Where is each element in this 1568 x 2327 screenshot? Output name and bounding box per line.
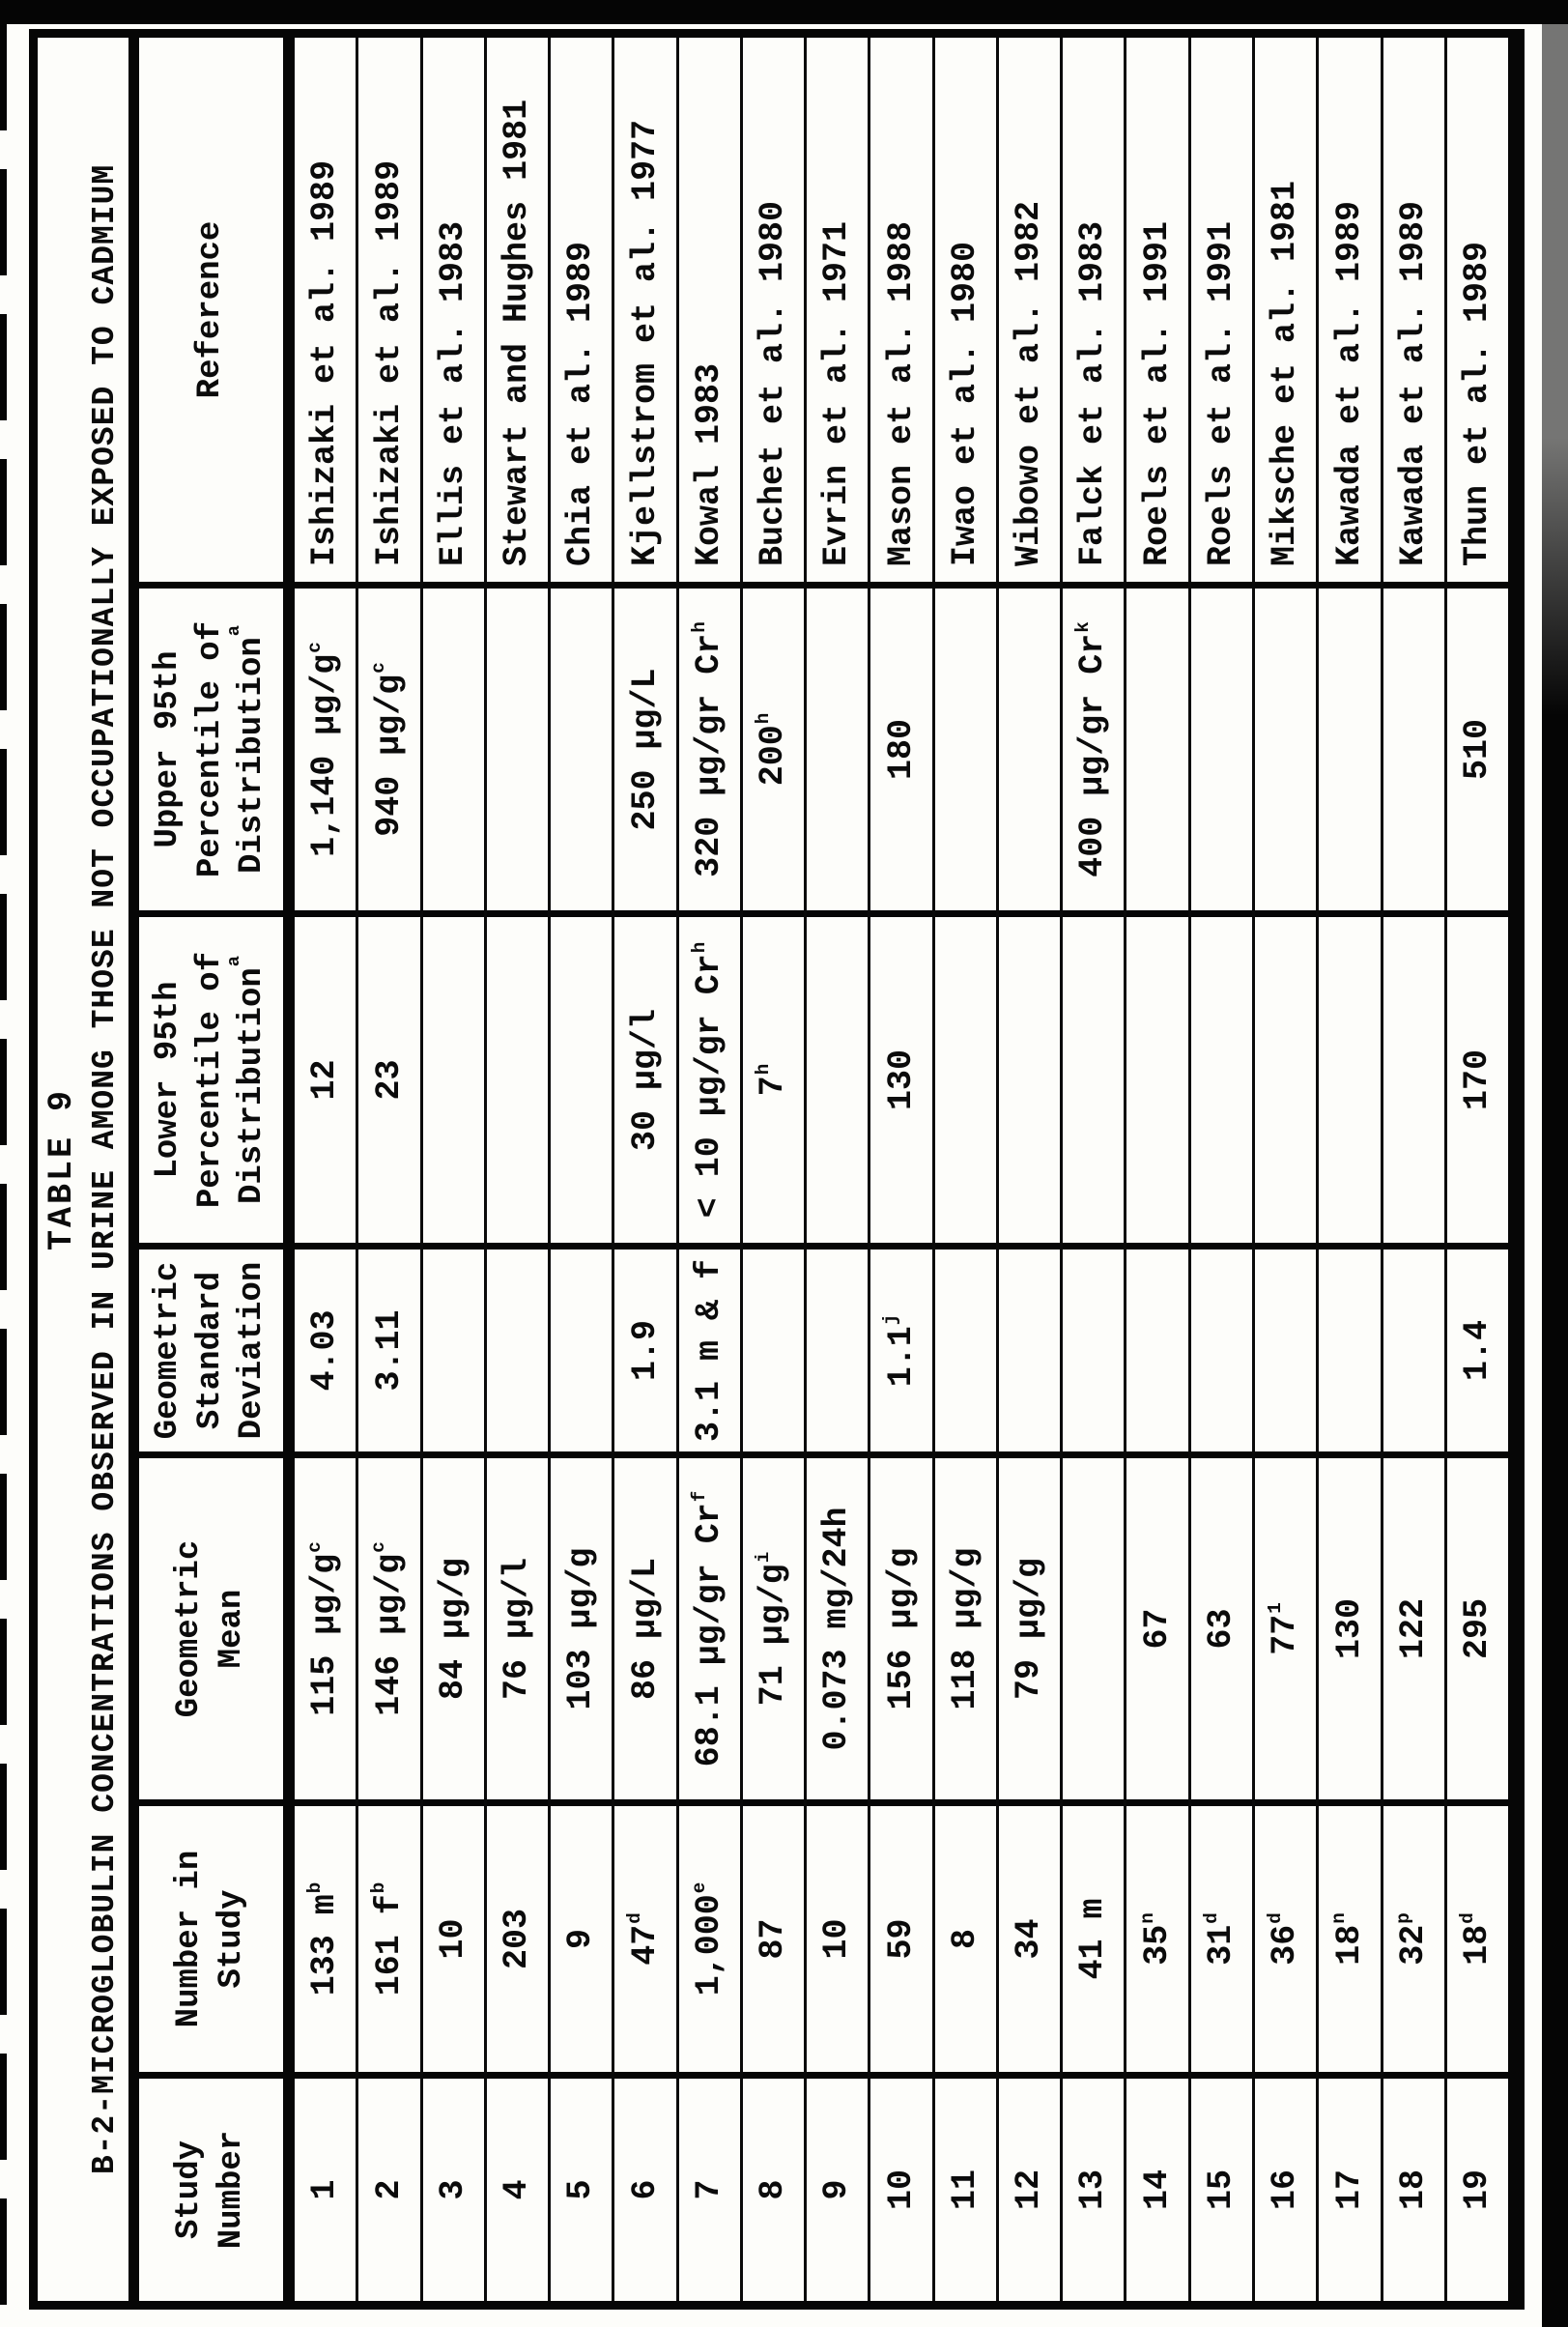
cell-geometric-mean: 0.073 mg/24h [807,1458,868,1806]
cell-number-in-study: 59 [870,1806,931,2079]
table-row [996,38,1060,2301]
header-line: Upper 95th [149,650,186,848]
cell-study-number: 17 [1329,2169,1369,2211]
cell-number-in-study: 35 $^n$ [1126,1806,1187,2079]
table-subtitle: B-2-MICROGLOBULIN CONCENTRATIONS OBSERVED IN URINE AMONG THOSE NOT OCCUPATIONALLY EXPOSED TO CADMIUM [86,163,123,2175]
cell-reference: Roels et al. 1991 [1126,38,1187,589]
table-row [1124,38,1187,2301]
cell-upper-95th-percentile [1319,589,1380,917]
cell-number-in-study: 161 f $^b$ [358,1806,419,2079]
cell-geometric-mean: 71 µg/g $^i$ [743,1458,804,1806]
cell-upper-95th-percentile [1255,589,1316,917]
cell-lower-95th-percentile [1255,917,1316,1250]
cell-lower-95th-percentile [423,917,484,1250]
cell-geometric-mean: 63 [1191,1458,1252,1806]
cell-reference: Iwao et al. 1980 [935,38,996,589]
cell-study-number: 11 [945,2169,984,2211]
cell-number-in-study: 9 [551,1806,612,2079]
cell-geometric-standard-deviation [1126,1250,1187,1458]
cell-study-number: 14 [1137,2169,1177,2211]
table-row [676,38,740,2301]
cell-geometric-mean: 84 µg/g [423,1458,484,1806]
cell-geometric-mean: 86 µg/L [614,1458,675,1806]
cell-study-number: 15 [1201,2169,1240,2211]
table-row [868,38,931,2301]
table-row [1316,38,1380,2301]
cell-geometric-mean: 118 µg/g [935,1458,996,1806]
cell-reference: Buchet et al. 1980 [743,38,804,589]
table-header-row [139,38,295,2301]
cell-upper-95th-percentile: 510 [1447,589,1508,917]
header-lower-95th-percentile [139,917,283,1250]
cell-number-in-study: 36 $^d$ [1255,1806,1316,2079]
cell-reference: Kowal 1983 [679,38,740,589]
cell-number-in-study: 34 [999,1806,1060,2079]
cell-lower-95th-percentile: < 10 µg/gr Cr $^h$ [679,917,740,1250]
cell-geometric-mean: 115 µg/g $^c$ [295,1458,356,1806]
cell-geometric-standard-deviation: 1.9 [614,1250,675,1458]
cell-lower-95th-percentile: 23 [358,917,419,1250]
cell-lower-95th-percentile: 7 $^h$ [743,917,804,1250]
cell-upper-95th-percentile [487,589,548,917]
cell-geometric-mean: 79 µg/g [999,1458,1060,1806]
cell-lower-95th-percentile [935,917,996,1250]
cell-study-number: 16 [1266,2169,1305,2211]
cell-study-number: 10 [881,2169,921,2211]
rotated-page-wrap [29,29,1525,2310]
cell-geometric-standard-deviation [1191,1250,1252,1458]
header-line: Geometric [170,1539,208,1718]
cell-study-number: 8 [754,2179,793,2200]
header-line: Mean [213,1589,250,1669]
cell-study-number: 1 [305,2179,345,2200]
cell-reference: Kjellstrom et al. 1977 [614,38,675,589]
cell-reference: Chia et al. 1989 [551,38,612,589]
cell-geometric-mean: 130 [1319,1458,1380,1806]
cell-number-in-study: 18 $^d$ [1447,1806,1508,2079]
cell-upper-95th-percentile: 320 µg/gr Cr $^h$ [679,589,740,917]
cell-study-number: 7 [689,2179,728,2200]
header-line: Study [170,2140,208,2240]
cell-lower-95th-percentile: 12 [295,917,356,1250]
cell-geometric-standard-deviation: 3.11 [358,1250,419,1458]
cell-upper-95th-percentile: 250 µg/L [614,589,675,917]
header-reference [139,38,283,589]
cell-upper-95th-percentile [807,589,868,917]
cell-upper-95th-percentile [999,589,1060,917]
cell-lower-95th-percentile: 30 µg/l [614,917,675,1250]
cell-upper-95th-percentile: 180 [870,589,931,917]
cell-geometric-standard-deviation [551,1250,612,1458]
table-row [295,38,356,2301]
cell-geometric-standard-deviation: 1.4 [1447,1250,1508,1458]
cell-geometric-standard-deviation: 3.1 m & f [679,1250,740,1458]
cell-geometric-mean: 103 µg/g [551,1458,612,1806]
cell-reference: Ishizaki et al. 1989 [295,38,356,589]
cell-geometric-standard-deviation [807,1250,868,1458]
header-line: Percentile of [191,951,229,1209]
cell-geometric-standard-deviation: 4.03 [295,1250,356,1458]
header-line: Geometric [149,1261,186,1440]
cell-geometric-standard-deviation [487,1250,548,1458]
cell-number-in-study: 41 m [1063,1806,1124,2079]
cell-upper-95th-percentile [935,589,996,917]
cell-number-in-study: 47 $^d$ [614,1806,675,2079]
cell-upper-95th-percentile [1191,589,1252,917]
cell-study-number: 18 [1393,2169,1433,2211]
cell-reference: Kawada et al. 1989 [1383,38,1444,589]
cell-upper-95th-percentile [551,589,612,917]
cell-geometric-mean: 76 µg/l [487,1458,548,1806]
table-row [1252,38,1316,2301]
cell-study-number: 12 [1010,2169,1049,2211]
cell-reference: Kawada et al. 1989 [1319,38,1380,589]
cell-reference: Miksche et al. 1981 [1255,38,1316,589]
table-row [740,38,804,2301]
cell-geometric-standard-deviation [1063,1250,1124,1458]
cell-number-in-study: 1,000 $^e$ [679,1806,740,2079]
cell-upper-95th-percentile [423,589,484,917]
cell-geometric-standard-deviation [1255,1250,1316,1458]
cell-reference: Roels et al. 1991 [1191,38,1252,589]
table-row [612,38,675,2301]
cell-geometric-mean [1063,1458,1124,1806]
cell-geometric-mean: 295 [1447,1458,1508,1806]
header-line: Number [213,2130,250,2250]
cell-upper-95th-percentile: 400 µg/gr Cr $^k$ [1063,589,1124,917]
cell-lower-95th-percentile [551,917,612,1250]
scan-edge-left [0,24,7,2327]
rotated-table [29,29,1525,2310]
cell-geometric-mean: 122 [1383,1458,1444,1806]
cell-geometric-mean: 68.1 µg/gr Cr $^f$ [679,1458,740,1806]
cell-number-in-study: 18 $^n$ [1319,1806,1380,2079]
cell-lower-95th-percentile [1063,917,1124,1250]
header-line: Lower 95th [149,981,186,1179]
cell-geometric-standard-deviation [999,1250,1060,1458]
scan-edge-top [0,0,1568,24]
table-title-block [38,38,128,2301]
cell-lower-95th-percentile [999,917,1060,1250]
table-row [804,38,868,2301]
cell-number-in-study: 32 $^p$ [1383,1806,1444,2079]
cell-lower-95th-percentile [1126,917,1187,1250]
cell-geometric-standard-deviation [1383,1250,1444,1458]
table-row [1188,38,1252,2301]
data-table [128,38,1508,2301]
cell-number-in-study: 133 m $^b$ [295,1806,356,2079]
table-row [1060,38,1124,2301]
cell-geometric-standard-deviation [1319,1250,1380,1458]
cell-number-in-study: 10 [807,1806,868,2079]
cell-upper-95th-percentile: 200 $^h$ [743,589,804,917]
header-line: Distribution$^a$ [222,624,271,875]
cell-geometric-standard-deviation [935,1250,996,1458]
scan-edge-right [1542,24,1568,2327]
cell-reference: Stewart and Hughes 1981 [487,38,548,589]
cell-geometric-standard-deviation: 1.1 $^j$ [870,1250,931,1458]
cell-lower-95th-percentile [1383,917,1444,1250]
cell-number-in-study: 10 [423,1806,484,2079]
header-number-in-study [139,1806,283,2079]
cell-lower-95th-percentile [1319,917,1380,1250]
cell-study-number: 4 [498,2179,537,2200]
cell-reference: Mason et al. 1988 [870,38,931,589]
header-study-number [139,2079,283,2301]
cell-study-number: 6 [625,2179,665,2200]
cell-lower-95th-percentile [807,917,868,1250]
cell-study-number: 5 [561,2179,601,2200]
cell-geometric-mean: 67 [1126,1458,1187,1806]
cell-study-number: 19 [1458,2169,1497,2211]
cell-lower-95th-percentile: 130 [870,917,931,1250]
header-geometric-standard-deviation [139,1250,283,1458]
cell-number-in-study: 8 [935,1806,996,2079]
cell-geometric-standard-deviation [423,1250,484,1458]
table-row [932,38,996,2301]
cell-upper-95th-percentile: 940 µg/g $^c$ [358,589,419,917]
table-row [1381,38,1444,2301]
header-geometric-mean [139,1458,283,1806]
cell-study-number: 13 [1073,2169,1113,2211]
cell-number-in-study: 87 [743,1806,804,2079]
cell-upper-95th-percentile: 1,140 µg/g $^c$ [295,589,356,917]
cell-study-number: 2 [369,2179,409,2200]
table-row [484,38,548,2301]
cell-study-number: 3 [433,2179,472,2200]
header-line: Reference [191,220,229,399]
cell-reference: Ellis et al. 1983 [423,38,484,589]
cell-reference: Thun et al. 1989 [1447,38,1508,589]
cell-lower-95th-percentile [487,917,548,1250]
table-row [1444,38,1508,2301]
table-body [295,38,1508,2301]
cell-lower-95th-percentile [1191,917,1252,1250]
header-line: Study [213,1889,250,1989]
cell-reference: Ishizaki et al. 1989 [358,38,419,589]
cell-geometric-mean: 77 $^1$ [1255,1458,1316,1806]
cell-geometric-standard-deviation [743,1250,804,1458]
table-row [548,38,612,2301]
header-line: Deviation [234,1261,271,1440]
header-line: Standard [191,1271,229,1430]
table-row [356,38,419,2301]
cell-geometric-mean: 156 µg/g [870,1458,931,1806]
cell-reference: Falck et al. 1983 [1063,38,1124,589]
cell-number-in-study: 31 $^d$ [1191,1806,1252,2079]
cell-upper-95th-percentile [1126,589,1187,917]
cell-geometric-mean: 146 µg/g $^c$ [358,1458,419,1806]
cell-reference: Wibowo et al. 1982 [999,38,1060,589]
table-number-title: TABLE 9 [42,1087,81,1251]
header-upper-95th-percentile [139,589,283,917]
header-line: Distribution$^a$ [222,955,271,1205]
cell-number-in-study: 203 [487,1806,548,2079]
header-line: Percentile of [191,620,229,878]
cell-study-number: 9 [817,2179,857,2200]
cell-upper-95th-percentile [1383,589,1444,917]
cell-reference: Evrin et al. 1971 [807,38,868,589]
header-line: Number in [170,1850,208,2028]
table-row [420,38,484,2301]
cell-lower-95th-percentile: 170 [1447,917,1508,1250]
